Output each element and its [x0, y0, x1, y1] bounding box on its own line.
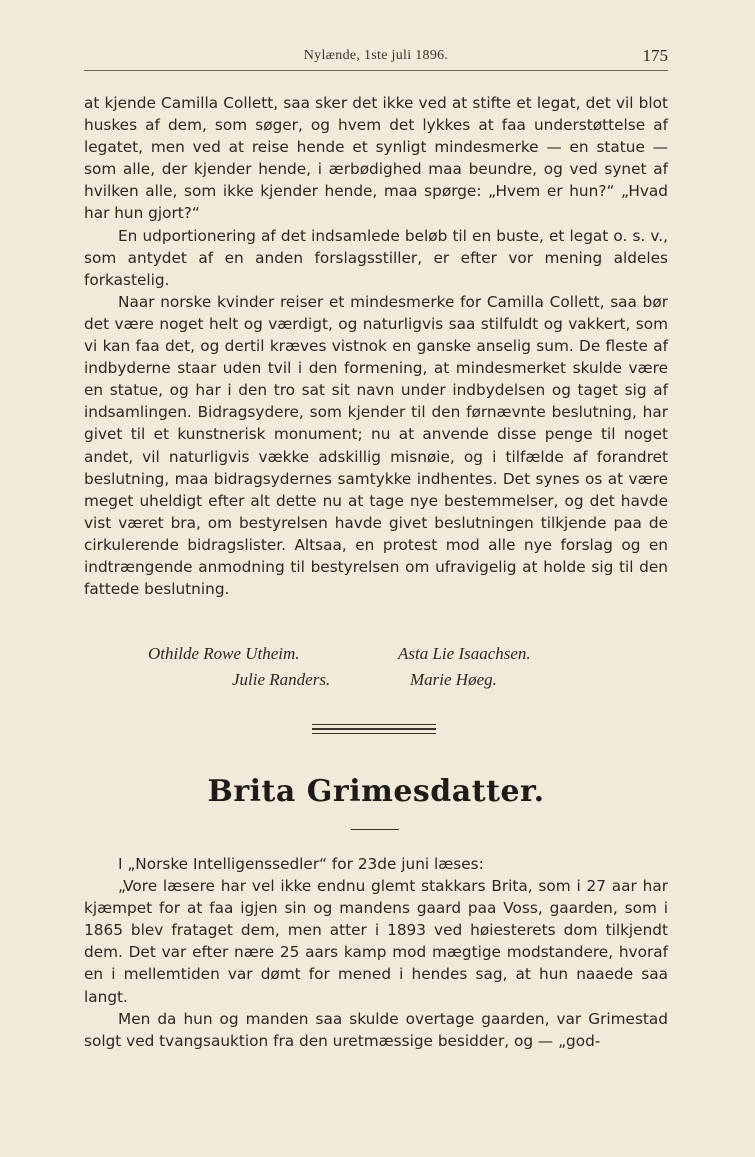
signature: Julie Randers. [232, 670, 331, 689]
paragraph: En udportionering af det indsamlede beløb til en buste, et legat o. s. v., som antydet af en anden forslagsstiller, er efter vor mening aldeles forkastelig. [84, 226, 668, 289]
running-head-title: Nylænde, 1ste juli 1896. [303, 48, 449, 63]
section-divider [312, 724, 436, 725]
paragraph: I „Norske Intelligenssedler“ for 23de juni læses: [118, 855, 484, 873]
signature: Asta Lie Isaachsen. [398, 644, 531, 663]
page-number: 175 [642, 46, 668, 65]
signature: Othilde Rowe Utheim. [148, 644, 300, 663]
signature: Marie Høeg. [410, 670, 497, 689]
article-body-brita [84, 853, 668, 1052]
title-underline [351, 829, 399, 830]
paragraph: at kjende Camilla Collett, saa sker det ikke ved at stifte et legat, det vil blot huskes af dem, som søger, og hvem det lykkes at faa understøttelse af legatet, men ved at reise hende et synligt mindesmerke — en statue — som alle, der kjender hende, i ærbødighed maa beundre, og ved synet af hvilken alle, som ikke kjender hende, maa spørge: „Hvem er hun?“ „Hvad har hun gjort?“ [84, 94, 668, 223]
paragraph: „Vore læsere har vel ikke endnu glemt stakkars Brita, som i 27 aar har kjæmpet for at faa igjen sin og mandens gaard paa Voss, gaarden, som i 1865 blev frataget dem, men atter i 1893 ved høiesterets dom tilkjendt dem. Det var efter nære 25 aars kamp mod mægtige modstandere, hvoraf en i mellemtiden var dømt for mened i hendes sag, at hun naaede saa langt. [84, 877, 668, 1006]
running-head [84, 46, 668, 71]
article-body-collett [84, 92, 668, 600]
article-title: Brita Grimesdatter. [207, 774, 545, 809]
paragraph: Naar norske kvinder reiser et mindesmerke for Camilla Collett, saa bør det være noget helt og værdigt, og naturligvis saa stilfuldt og vakkert, som vi kan faa det, og dertil kræves vistnok en ganske anselig sum. De fleste af indbyderne staar uden tvil i den formening, at mindesmerket skulde være en statue, og har i den tro sat sit navn under indbydelsen og taget sig af indsamlingen. Bidragsydere, som kjender til den førnævnte beslutning, har givet til et kunstnerisk monument; nu at anvende disse penge til noget andet, vil naturligvis vække adskillig misnøie, og i tilfælde af forandret beslutning, maa bidragsydernes samtykke indhentes. Det synes os at være meget uheldigt efter alt dette nu at tage nye bestemmelser, og det havde vist været bra, om bestyrelsen havde givet beslutningen tilkjende paa de cirkulerende bidragslister. Altsaa, en protest mod alle nye forslag og en indtrængende anmodning til bestyrelsen om ufravigelig at holde sig til den fattede beslutning. [84, 292, 668, 599]
section-divider [312, 733, 436, 734]
paragraph: Men da hun og manden saa skulde overtage gaarden, var Grimestad solgt ved tvangsauktion fra den uretmæssige besidder, og — „god- [84, 1009, 668, 1050]
section-divider [312, 728, 436, 730]
